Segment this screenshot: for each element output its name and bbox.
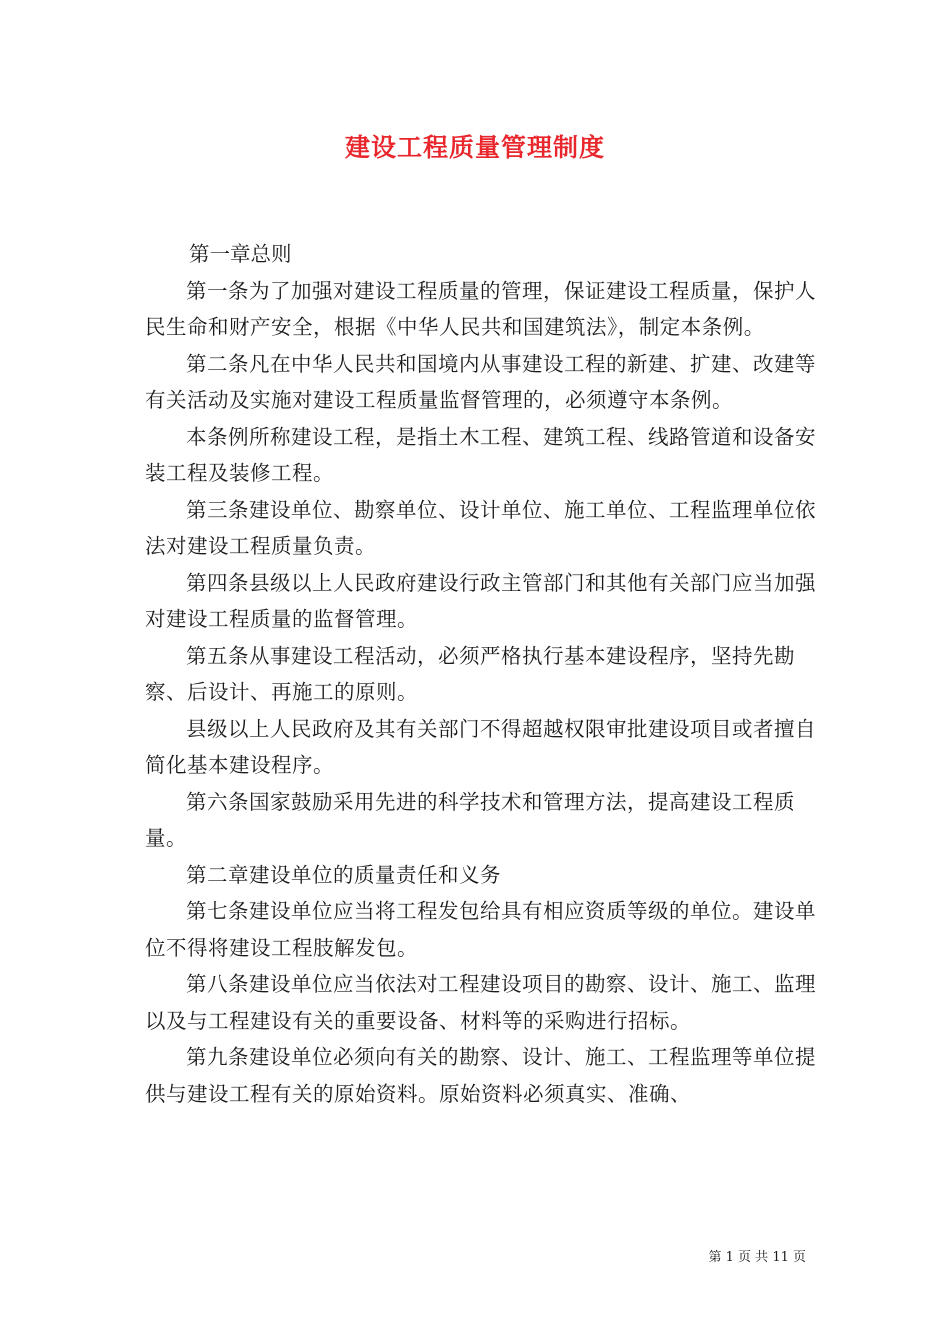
paragraph: 县级以上人民政府及其有关部门不得超越权限审批建设项目或者擅自简化基本建设程序。 [145,716,816,777]
document-body [145,236,817,1112]
paragraph: 第六条国家鼓励采用先进的科学技术和管理方法，提高建设工程质量。 [145,789,795,850]
paragraph: 第七条建设单位应当将工程发包给具有相应资质等级的单位。建设单位不得将建设工程肢解发包。 [145,899,816,960]
paragraph: 第二条凡在中华人民共和国境内从事建设工程的新建、扩建、改建等有关活动及实施对建设工程质量监督管理的，必须遵守本条例。 [145,351,816,412]
document-title: 建设工程质量管理制度 [344,133,605,162]
paragraph: 第九条建设单位必须向有关的勘察、设计、施工、工程监理等单位提供与建设工程有关的原始资料。原始资料必须真实、准确、 [145,1045,816,1106]
paragraph: 第五条从事建设工程活动，必须严格执行基本建设程序，坚持先勘察、后设计、再施工的原则。 [145,643,795,704]
paragraph: 第八条建设单位应当依法对工程建设项目的勘察、设计、施工、监理以及与工程建设有关的重要设备、材料等的采购进行招标。 [145,972,816,1033]
paragraph: 第一条为了加强对建设工程质量的管理，保证建设工程质量，保护人民生命和财产安全，根据《中华人民共和国建筑法》，制定本条例。 [145,278,816,339]
chapter-heading: 第一章总则 [189,242,292,266]
paragraph: 第四条县级以上人民政府建设行政主管部门和其他有关部门应当加强对建设工程质量的监督管理。 [145,570,816,631]
paragraph: 本条例所称建设工程，是指土木工程、建筑工程、线路管道和设备安装工程及装修工程。 [145,424,816,485]
chapter-heading: 第二章建设单位的质量责任和义务 [186,862,501,887]
page-number: 第 1 页 共 11 页 [708,1250,806,1265]
paragraph: 第三条建设单位、勘察单位、设计单位、施工单位、工程监理单位依法对建设工程质量负责。 [145,497,816,558]
